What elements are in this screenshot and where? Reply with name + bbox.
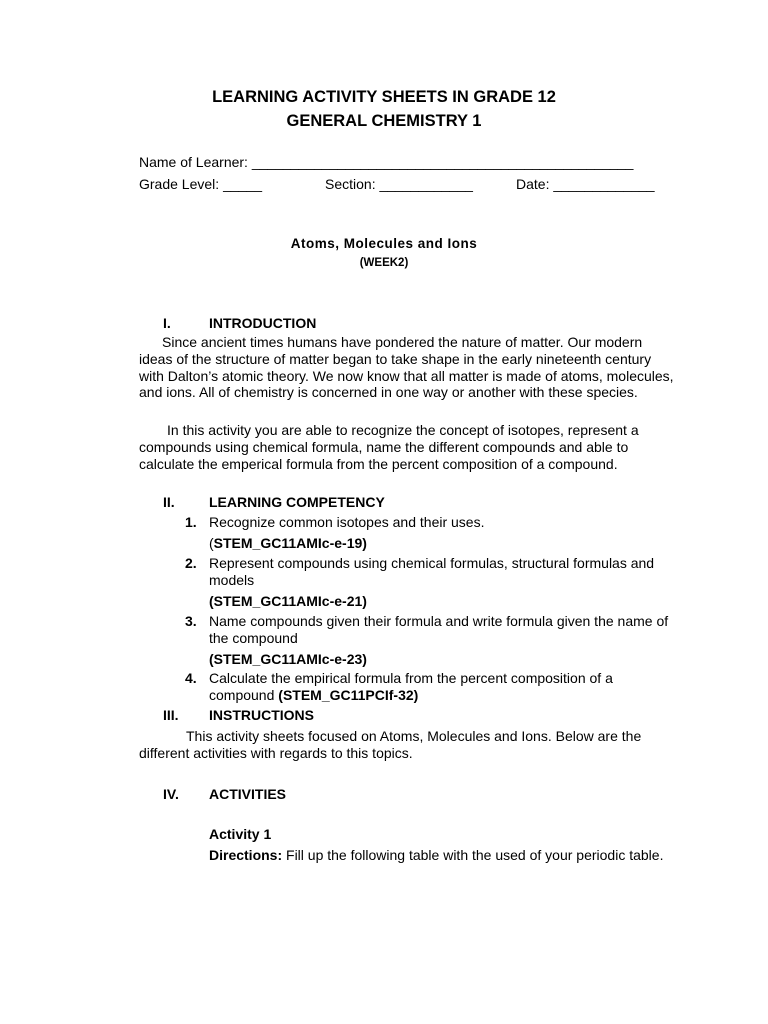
instructions-heading: INSTRUCTIONS [209, 707, 314, 723]
competency-2-number: 2. [185, 555, 197, 571]
competency-numeral: II. [163, 494, 175, 510]
activity-1-directions [209, 847, 679, 864]
competency-1-text: Recognize common isotopes and their uses. [209, 514, 485, 530]
name-label: Name of Learner: [139, 154, 252, 170]
activities-numeral: IV. [163, 786, 179, 802]
activities-heading: ACTIVITIES [209, 786, 287, 802]
directions-text: Fill up the following table with the used of your periodic table. [282, 847, 664, 863]
section-label: Section: [325, 176, 380, 192]
competency-3-text: Name compounds given their formula and write formula given the name of the compound [209, 613, 669, 646]
intro-paragraph-1: Since ancient times humans have pondered the nature of matter. Our modern ideas of the structure of matter began to take shape in the early nineteenth century with Dalton’s atomic theory. We now know that all matter is made of atoms, molecules, and ions. All of chemistry is concerned in one way or another with these species. [139, 334, 674, 401]
competency-4-text [209, 670, 679, 704]
competency-3-number: 3. [185, 613, 197, 629]
date-field [516, 176, 655, 192]
date-label: Date: [516, 176, 554, 192]
intro-heading: INTRODUCTION [209, 315, 317, 331]
competency-4-number: 4. [185, 670, 197, 686]
grade-label: Grade Level: [139, 176, 224, 192]
competency-1-code [209, 535, 679, 552]
competency-2-code: (STEM_GC11AMIc-e-21) [209, 593, 367, 609]
competency-1-code-prefix: ( [209, 535, 214, 551]
date-blank[interactable]: _____________ [553, 176, 655, 192]
instructions-numeral: III. [163, 707, 179, 723]
intro-numeral: I. [163, 315, 171, 331]
competency-3-code: (STEM_GC11AMIc-e-23) [209, 651, 367, 667]
intro-paragraph-2: In this activity you are able to recognize the concept of isotopes, represent a compounds using chemical formula, name the different compounds and able to calculate the emperical formula from the percent composition of a compound. [139, 422, 639, 472]
topic-title: Atoms, Molecules and Ions [290, 236, 478, 251]
competency-heading: LEARNING COMPETENCY [209, 494, 385, 510]
name-of-learner-row [139, 154, 633, 170]
competency-4-code: (STEM_GC11PCIf-32) [278, 686, 419, 703]
grade-level-field [139, 176, 262, 192]
grade-blank[interactable]: _____ [223, 176, 262, 192]
activity-1-title: Activity 1 [209, 826, 272, 842]
competency-2-text: Represent compounds using chemical formulas, structural formulas and models [209, 555, 655, 588]
section-blank[interactable]: ____________ [379, 176, 473, 192]
competency-1-code-value: STEM_GC11AMIc-e-19) [213, 535, 367, 551]
document-title-line1: LEARNING ACTIVITY SHEETS IN GRADE 12 [212, 88, 556, 106]
competency-1-number: 1. [185, 514, 197, 530]
instructions-paragraph: This activity sheets focused on Atoms, Molecules and Ions. Below are the different activities with regards to this topics. [139, 728, 642, 761]
section-field [325, 176, 473, 192]
topic-week: (WEEK2) [359, 257, 409, 269]
directions-label: Directions: [209, 847, 283, 863]
name-blank[interactable]: _________________________________________________ [251, 154, 634, 170]
competency-4-description: Calculate the empirical formula from the percent composition of a compound [209, 670, 613, 703]
document-title-line2: GENERAL CHEMISTRY 1 [286, 112, 482, 130]
